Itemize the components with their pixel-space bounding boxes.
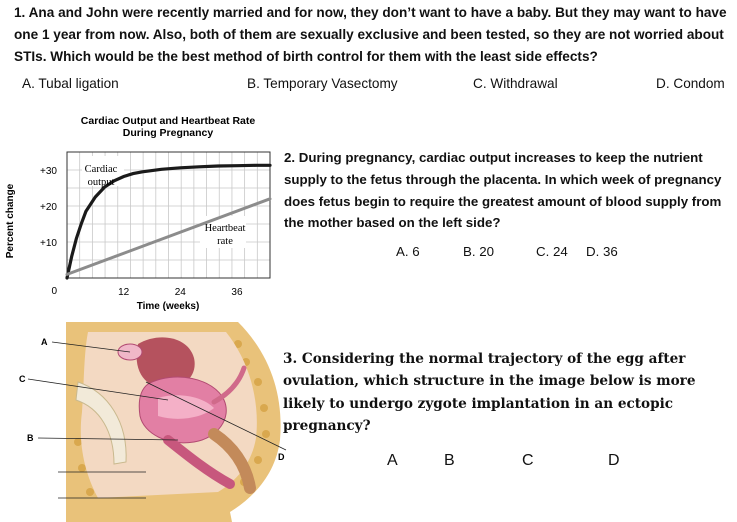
question-1-option-b[interactable]: B. Temporary Vasectomy — [247, 76, 398, 91]
y-tick-label: +20 — [40, 202, 57, 213]
question-3-option-a[interactable]: A — [387, 452, 398, 469]
y-tick-label: +10 — [40, 238, 57, 249]
question-2-option-b[interactable]: B. 20 — [463, 244, 495, 259]
x-axis-label: Time (weeks) — [136, 301, 200, 312]
x-tick-label: 12 — [118, 287, 130, 298]
chart-subtitle: During Pregnancy — [122, 127, 214, 139]
question-2-option-c[interactable]: C. 24 — [536, 244, 568, 259]
x-tick-label: 24 — [174, 287, 186, 298]
diagram-label-c: C — [19, 374, 26, 384]
y-tick-label: +30 — [40, 166, 57, 177]
cardiac-output-legend-line1: Cardiac — [84, 164, 118, 175]
question-3-option-d[interactable]: D — [608, 452, 620, 469]
cardiac-output-legend-line2: output — [87, 177, 115, 188]
question-3-option-c[interactable]: C — [522, 452, 534, 469]
diagram-label-a: A — [41, 337, 48, 347]
heartbeat-rate-legend-line2: rate — [217, 236, 233, 247]
diagram-label-d: D — [278, 452, 285, 462]
question-2-text: 2. During pregnancy, cardiac output increases to keep the nutrient supply to the fetus through the placenta. In which week of pregnancy does fetus begin to require the greatest amount of blood supply from the mother based on the left side? — [284, 150, 722, 231]
chart-title: Cardiac Output and Heartbeat Rate — [80, 115, 256, 127]
question-2-option-a[interactable]: A. 6 — [396, 244, 420, 259]
question-2-option-d[interactable]: D. 36 — [586, 244, 618, 259]
heartbeat-rate-legend-line1: Heartbeat — [204, 223, 246, 234]
question-3-text: 3. Considering the normal trajectory of the egg after ovulation, which structure in the image below is more likely to undergo zygote implantation in an ectopic pregnancy? — [283, 351, 696, 434]
question-1-option-c[interactable]: C. Withdrawal — [473, 76, 558, 91]
question-1-text: 1. Ana and John were recently married and for now, they don’t want to have a baby. But they may want to have one 1 year from now. Also, both of them are sexually exclusive and been tested, so they are not worried about STIs. Which would be the best method of birth control for them with the least side effects? — [14, 5, 727, 64]
y-axis-label: Percent change — [5, 183, 16, 259]
cardiac-output-chart — [0, 110, 280, 320]
female-reproductive-anatomy-diagram — [18, 322, 293, 522]
question-3-option-b[interactable]: B — [444, 452, 455, 469]
y-tick-label: 0 — [51, 286, 57, 297]
x-tick-label: 36 — [231, 287, 243, 298]
diagram-label-b: B — [27, 433, 34, 443]
question-1-option-a[interactable]: A. Tubal ligation — [22, 76, 119, 91]
question-1-option-d[interactable]: D. Condom — [656, 76, 725, 91]
